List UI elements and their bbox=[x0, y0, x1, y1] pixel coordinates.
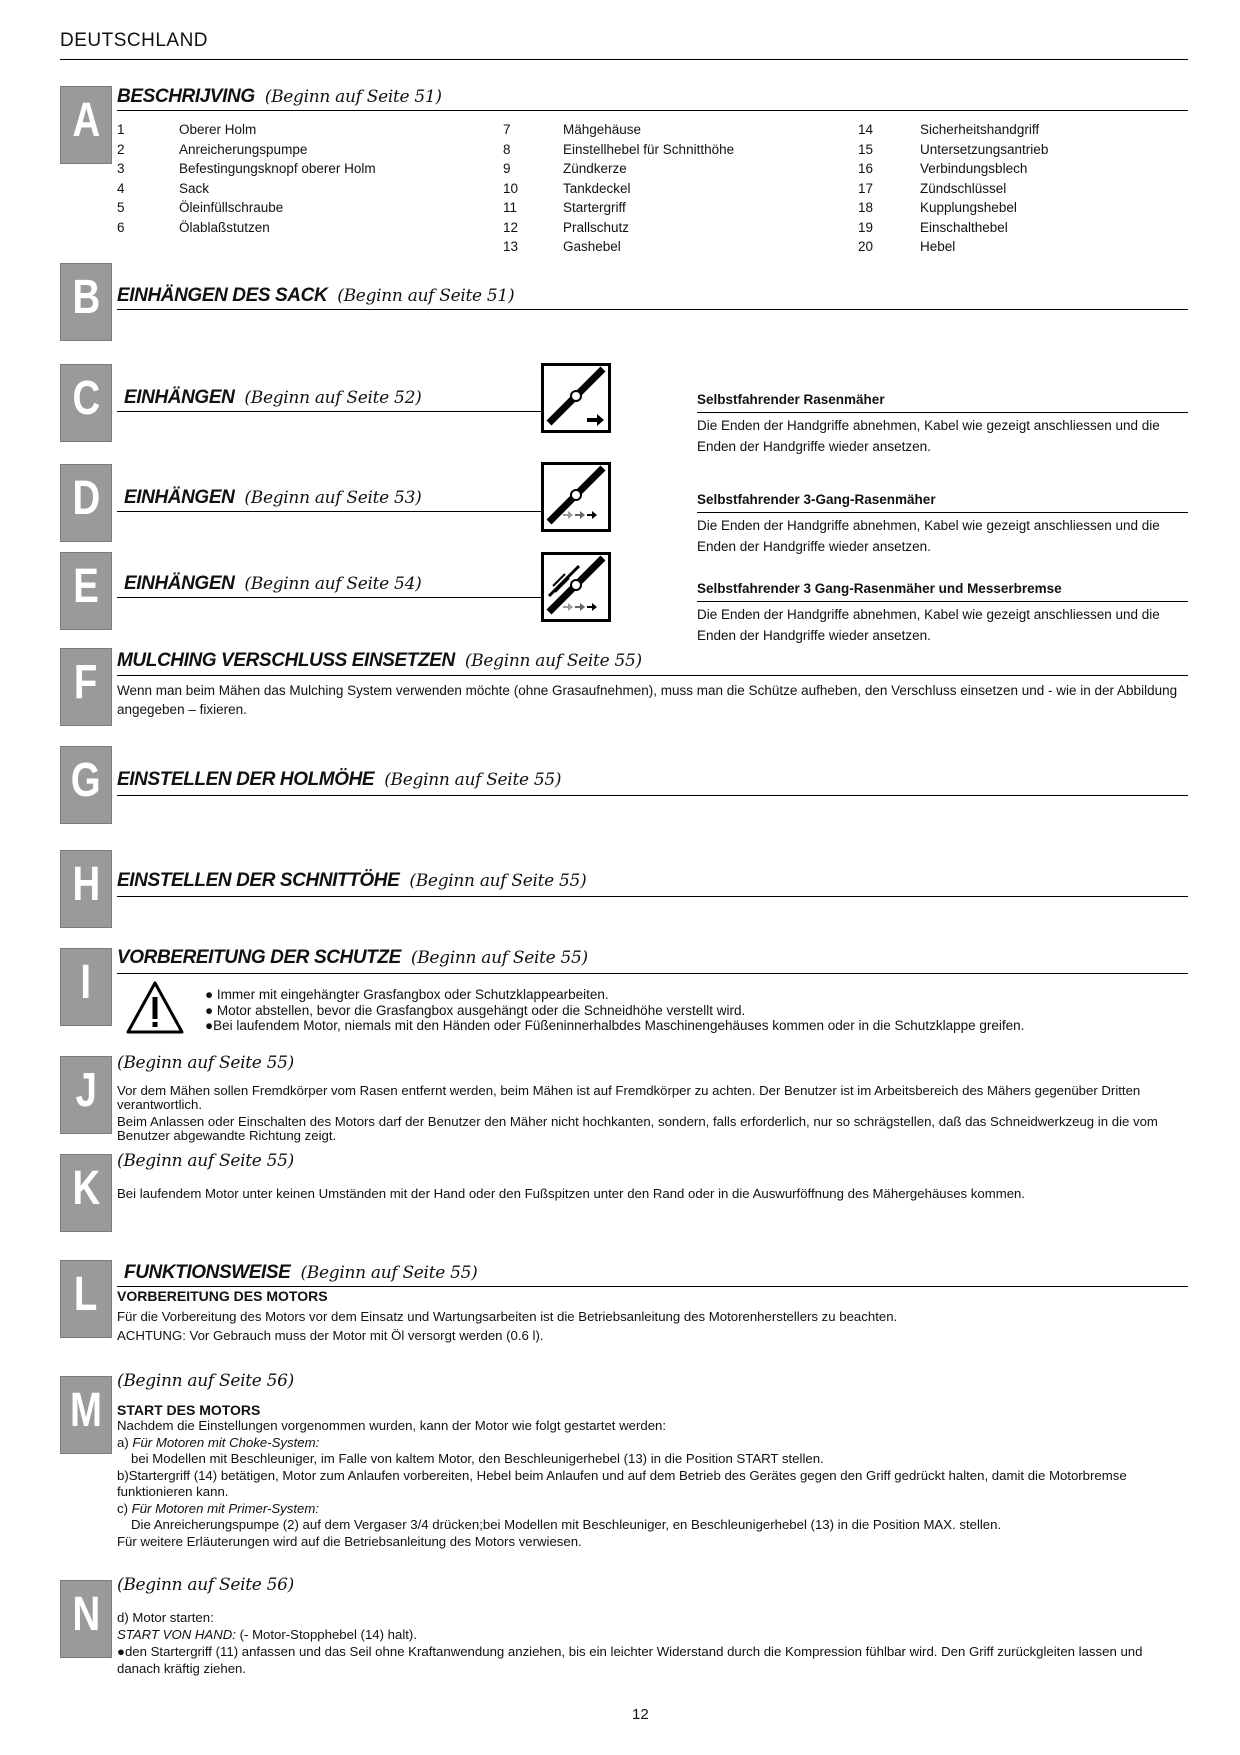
m-line: Für weitere Erläuterungen wird auf die Betriebsanleitung des Motors verwiesen. bbox=[117, 1533, 582, 1549]
section-j-text1: Vor dem Mähen sollen Fremdkörper vom Rasen entfernt werden, beim Mähen ist auf Fremdkörper zu achten. Der Benutzer ist im Arbeitsbereich des Mähers gegenüber Dritten verantwortlich. bbox=[117, 1083, 1141, 1112]
cable-three-arrow-icon bbox=[541, 462, 611, 532]
section-e-side-text: Die Enden der Handgriffe abnehmen, Kabel wie gezeigt anschliessen und die Enden der Handgriffe wieder ansetzen. bbox=[697, 607, 1160, 643]
section-e-title: EINHÄNGEN (Beginn auf Seite 54) bbox=[124, 573, 422, 594]
part-label: Zündschlüssel bbox=[920, 180, 1007, 196]
part-number: 16 bbox=[858, 161, 874, 176]
section-h-title: EINSTELLEN DER SCHNITTÖHE (Beginn auf Seite 55) bbox=[117, 870, 587, 891]
section-a-rule bbox=[117, 110, 1188, 111]
part-label: Verbindungsblech bbox=[920, 161, 1028, 176]
part-number: 5 bbox=[117, 200, 125, 215]
part-number: 11 bbox=[503, 200, 518, 215]
section-c-rule bbox=[117, 411, 542, 412]
part-label: Sicherheitshandgriff bbox=[920, 122, 1040, 137]
section-letter-a: A bbox=[60, 86, 112, 164]
section-n-body bbox=[117, 1609, 1189, 1677]
section-i-title: VORBEREITUNG DER SCHUTZE (Beginn auf Seite 55) bbox=[117, 947, 588, 968]
section-c-side-head: Selbstfahrender Rasenmäher bbox=[697, 392, 885, 407]
section-d-title: EINHÄNGEN (Beginn auf Seite 53) bbox=[124, 487, 422, 508]
section-letter-n: N bbox=[60, 1580, 112, 1658]
section-e-rule bbox=[117, 597, 542, 598]
part-label: Startergriff bbox=[563, 200, 626, 215]
part-number: 9 bbox=[503, 161, 511, 176]
section-letter-h: H bbox=[60, 850, 112, 928]
part-label: Tankdeckel bbox=[563, 180, 631, 196]
section-letter-c: C bbox=[60, 364, 112, 442]
part-number: 4 bbox=[117, 180, 125, 196]
page-number: 12 bbox=[632, 1706, 649, 1723]
m-line: b)Startergriff (14) betätigen, Motor zum Anlaufen vorbereiten, Hebel beim Anlaufen und auf dem Betrieb des Gerätes gegen den Griff gedrückt halten, damit die Motorbremse funktionieren kann. bbox=[117, 1467, 1127, 1499]
part-number: 2 bbox=[117, 141, 125, 157]
part-number: 18 bbox=[858, 200, 874, 215]
section-k-ref: (Beginn auf Seite 55) bbox=[117, 1151, 294, 1171]
part-number: 17 bbox=[858, 180, 874, 196]
part-label: Anreicherungspumpe bbox=[179, 141, 308, 157]
bullet-item: ● Motor abstellen, bevor die Grasfangbox ausgehängt oder die Schneidhöhe verstellt wird. bbox=[205, 1002, 746, 1018]
section-f-title: MULCHING VERSCHLUSS EINSETZEN (Beginn auf Seite 55) bbox=[117, 650, 642, 671]
header-rule bbox=[60, 59, 1188, 60]
part-number: 13 bbox=[503, 239, 519, 254]
part-label: Prallschutz bbox=[563, 219, 630, 235]
section-a-title: BESCHRIJVING (Beginn auf Seite 51) bbox=[117, 86, 442, 107]
section-j-ref: (Beginn auf Seite 55) bbox=[117, 1053, 294, 1073]
m-line: Die Anreicherungspumpe (2) auf dem Vergaser 3/4 drücken;bei Modellen mit Beschleuniger, en Beschleunigerhebel (13) in die Position MAX. stellen. bbox=[131, 1517, 1002, 1532]
section-c-side-text: Die Enden der Handgriffe abnehmen, Kabel wie gezeigt anschliessen und die Enden der Handgriffe wieder ansetzen. bbox=[697, 418, 1160, 454]
section-g-rule bbox=[117, 795, 1188, 796]
section-letter-k: K bbox=[60, 1154, 112, 1232]
part-number: 1 bbox=[117, 122, 125, 137]
section-letter-b: B bbox=[60, 263, 112, 341]
section-j-text2: Beim Anlassen oder Einschalten des Motors darf der Benutzer den Mäher nicht hochkanten, sondern, falls erforderlich, nur so schrägstellen, daß das Schneidwerkzeug in die vom Benutzer abgewandte Richtung zeigt. bbox=[117, 1114, 1158, 1143]
part-label: Befestingungsknopf oberer Holm bbox=[179, 161, 376, 176]
m-line: a) Für Motoren mit Choke-System: bbox=[117, 1434, 320, 1450]
part-label: Mähgehäuse bbox=[563, 122, 642, 137]
section-i-rule bbox=[117, 973, 1188, 974]
section-f-rule bbox=[117, 675, 1188, 676]
cable-brake-icon bbox=[541, 552, 611, 622]
section-letter-m: M bbox=[60, 1376, 112, 1454]
section-g-title: EINSTELLEN DER HOLMÖHE (Beginn auf Seite 55) bbox=[117, 769, 562, 790]
section-letter-f: F bbox=[60, 648, 112, 726]
part-number: 6 bbox=[117, 219, 125, 235]
section-e-side-head: Selbstfahrender 3 Gang-Rasenmäher und Messerbremse bbox=[697, 581, 1062, 596]
bullet-item: ● Immer mit eingehängter Grasfangbox oder Schutzklappearbeiten. bbox=[205, 987, 609, 1002]
section-l-subhead: VORBEREITUNG DES MOTORS bbox=[117, 1288, 328, 1304]
part-number: 3 bbox=[117, 161, 125, 176]
part-number: 15 bbox=[858, 141, 874, 157]
section-l-text1: Für die Vorbereitung des Motors vor dem Einsatz und Wartungsarbeiten ist die Betriebsanleitung des Motorenherstellers zu beachten. bbox=[117, 1309, 898, 1324]
part-label: Hebel bbox=[920, 239, 956, 254]
part-number: 10 bbox=[503, 180, 519, 196]
section-k-text: Bei laufendem Motor unter keinen Umständen mit der Hand oder den Fußspitzen unter den Rand oder in die Auswurföffnung des Mähergehäuses kommen. bbox=[117, 1186, 1026, 1201]
m-line: c) Für Motoren mit Primer-System: bbox=[117, 1500, 319, 1516]
n-line: START VON HAND: (- Motor-Stopphebel (14) halt). bbox=[117, 1627, 417, 1642]
part-label: Gashebel bbox=[563, 239, 621, 254]
section-l-text2: ACHTUNG: Vor Gebrauch muss der Motor mit Öl versorgt werden (0.6 l). bbox=[117, 1328, 544, 1343]
part-label: Kupplungshebel bbox=[920, 200, 1017, 215]
section-b-rule bbox=[117, 309, 1188, 310]
part-number: 7 bbox=[503, 122, 511, 137]
section-c-side-rule bbox=[697, 412, 1188, 413]
section-letter-e: E bbox=[60, 552, 112, 630]
m-line: Nachdem die Einstellungen vorgenommen wurden, kann der Motor wie folgt gestartet werden: bbox=[117, 1418, 667, 1433]
section-c-title: EINHÄNGEN (Beginn auf Seite 52) bbox=[124, 387, 422, 408]
section-d-side-rule bbox=[697, 512, 1188, 513]
section-m-body bbox=[117, 1418, 1189, 1550]
section-d-rule bbox=[117, 511, 542, 512]
page-header-label: DEUTSCHLAND bbox=[60, 30, 209, 51]
section-e-side-rule bbox=[697, 601, 1188, 602]
section-h-rule bbox=[117, 896, 1188, 897]
part-label: Sack bbox=[179, 180, 210, 196]
section-letter-d: D bbox=[60, 464, 112, 542]
section-m-subhead: START DES MOTORS bbox=[117, 1402, 261, 1418]
part-label: Ölablaßstutzen bbox=[179, 219, 270, 235]
part-number: 12 bbox=[503, 219, 519, 235]
part-label: Untersetzungsantrieb bbox=[920, 141, 1049, 157]
warning-triangle-icon bbox=[125, 980, 185, 1036]
section-letter-i: I bbox=[60, 948, 112, 1026]
section-n-ref: (Beginn auf Seite 56) bbox=[117, 1575, 294, 1595]
n-line: ●den Startergriff (11) anfassen und das Seil ohne Kraftanwendung anziehen, bis ein leichter Widerstand durch die Kompression fühlbar wird. Den Griff zurückgleiten lassen und danach kräftig ziehen. bbox=[117, 1644, 1143, 1676]
n-line: d) Motor starten: bbox=[117, 1610, 214, 1625]
part-label: Öleinfüllschraube bbox=[179, 200, 284, 215]
section-letter-j: J bbox=[60, 1056, 112, 1134]
part-number: 19 bbox=[858, 219, 874, 235]
section-letter-l: L bbox=[60, 1260, 112, 1338]
part-label: Zündkerze bbox=[563, 161, 627, 176]
part-number: 8 bbox=[503, 141, 511, 157]
section-letter-g: G bbox=[60, 746, 112, 824]
part-label: Einstellhebel für Schnitthöhe bbox=[563, 141, 735, 157]
section-d-side-head: Selbstfahrender 3-Gang-Rasenmäher bbox=[697, 492, 936, 507]
part-number: 14 bbox=[858, 122, 874, 137]
part-number: 20 bbox=[858, 239, 874, 254]
part-label: Einschalthebel bbox=[920, 219, 1008, 235]
section-f-text: Wenn man beim Mähen das Mulching System verwenden möchte (ohne Grasaufnehmen), muss man die Schütze aufheben, den Verschluss einsetzen und - wie in der Abbildung angegeben – fixieren. bbox=[117, 683, 1178, 717]
section-i-bullets bbox=[205, 987, 1024, 1034]
section-b-title: EINHÄNGEN DES SACK (Beginn auf Seite 51) bbox=[117, 285, 515, 306]
bullet-item: ●Bei laufendem Motor, niemals mit den Händen oder Füßeninnerhalbdes Maschinengehäuses kommen oder in die Schutzklappe greifen. bbox=[205, 1018, 1025, 1033]
cable-single-arrow-icon bbox=[541, 363, 611, 433]
m-line: bei Modellen mit Beschleuniger, im Falle von kaltem Motor, den Beschleunigerhebel (13) in die Position START stellen. bbox=[131, 1451, 824, 1466]
section-l-rule bbox=[117, 1286, 1188, 1287]
section-l-title: FUNKTIONSWEISE (Beginn auf Seite 55) bbox=[124, 1262, 478, 1283]
part-label: Oberer Holm bbox=[179, 122, 257, 137]
section-d-side-text: Die Enden der Handgriffe abnehmen, Kabel wie gezeigt anschliessen und die Enden der Handgriffe wieder ansetzen. bbox=[697, 518, 1160, 554]
section-m-ref: (Beginn auf Seite 56) bbox=[117, 1371, 294, 1391]
